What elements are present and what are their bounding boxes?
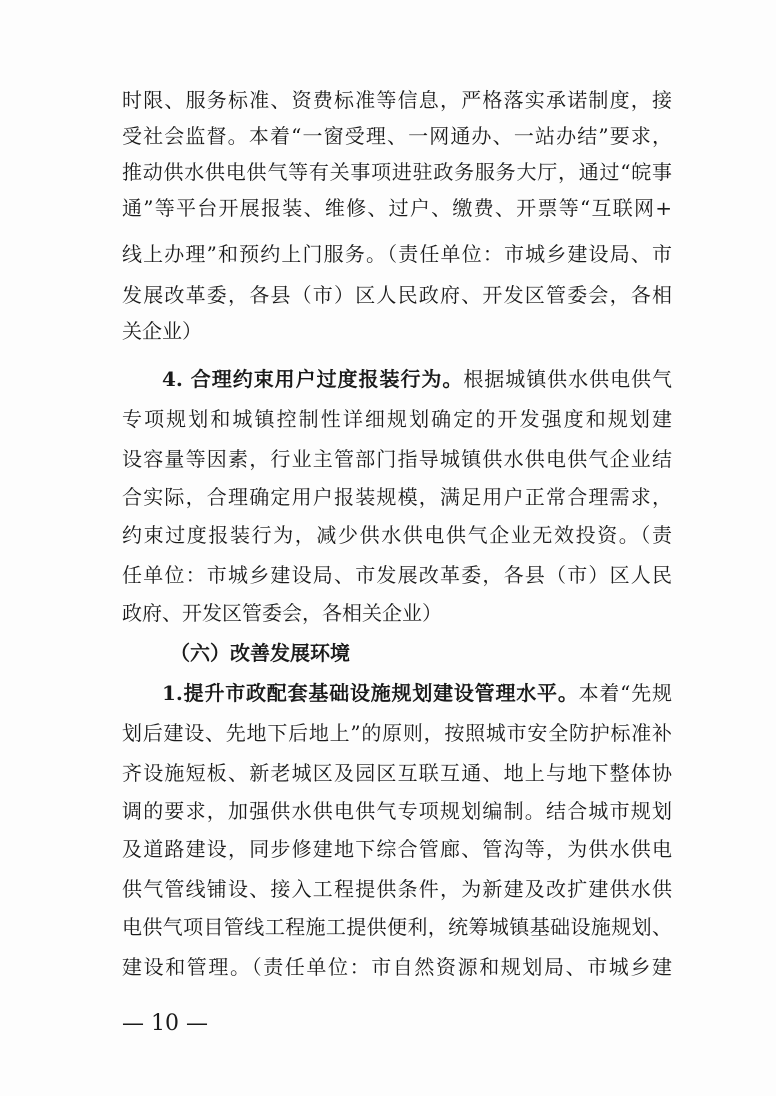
paragraph-1-line-5: 线上办理”和预约上门服务。（责任单位：市城乡建设局、市: [122, 242, 672, 266]
paragraph-1-line-6: 发展改革委，各县（市）区人民政府、开发区管委会，各相: [122, 283, 672, 307]
paragraph-2-line-5: 约束过度报装行为，减少供水供电供气企业无效投资。（责: [122, 523, 672, 547]
paragraph-1-line-3: 推动供水供电供气等有关事项进驻政务服务大厅，通过“皖事: [122, 160, 672, 184]
paragraph-3-line-5: 及道路建设，同步修建地下综合管廊、管沟等，为供水供电: [122, 837, 672, 861]
section-heading: （六）改善发展环境: [170, 641, 350, 665]
paragraph-3-line-7: 电供气项目管线工程施工提供便利，统筹城镇基础设施规划、: [122, 915, 672, 939]
page-number: — 10 —: [122, 1011, 208, 1036]
paragraph-1-line-1: 时限、服务标准、资费标准等信息，严格落实承诺制度，接: [122, 88, 672, 112]
paragraph-2-line-3: 设容量等因素，行业主管部门指导城镇供水供电供气企业结: [122, 447, 672, 471]
paragraph-2-first-line: [162, 366, 672, 392]
paragraph-2-line-7: 政府、开发区管委会，各相关企业）: [122, 601, 442, 625]
paragraph-3-first-line: [162, 680, 672, 706]
paragraph-3-title: 1.提升市政配套基础设施规划建设管理水平。: [162, 681, 579, 705]
paragraph-1-line-2: 受社会监督。本着“一窗受理、一网通办、一站办结”要求，: [122, 124, 672, 148]
paragraph-2-line-4: 合实际，合理确定用户报装规模，满足用户正常合理需求，: [122, 485, 672, 509]
paragraph-3-line-2: 划后建设、先地下后地上”的原则，按照城市安全防护标准补: [122, 721, 672, 745]
paragraph-2-line-6: 任单位：市城乡建设局、市发展改革委，各县（市）区人民: [122, 563, 672, 587]
paragraph-3-line-4: 调的要求，加强供水供电供气专项规划编制。结合城市规划: [122, 799, 672, 823]
paragraph-2-title: 4. 合理约束用户过度报装行为。: [162, 367, 464, 391]
paragraph-2-line-2: 专项规划和城镇控制性详细规划确定的开发强度和规划建: [122, 407, 672, 431]
paragraph-1-line-4: 通”等平台开展报装、维修、过户、缴费、开票等“互联网+: [122, 196, 672, 220]
paragraph-3-line-3: 齐设施短板、新老城区及园区互联互通、地上与地下整体协: [122, 761, 672, 785]
paragraph-1-line-7: 关企业）: [122, 319, 202, 343]
paragraph-3-line-8: 建设和管理。（责任单位：市自然资源和规划局、市城乡建: [122, 955, 672, 979]
paragraph-3-line-6: 供气管线铺设、接入工程提供条件，为新建及改扩建供水供: [122, 877, 672, 901]
paragraph-2-first-line-text: 根据城镇供水供电供气: [463, 367, 672, 391]
paragraph-3-first-line-text: 本着“先规: [578, 681, 672, 705]
